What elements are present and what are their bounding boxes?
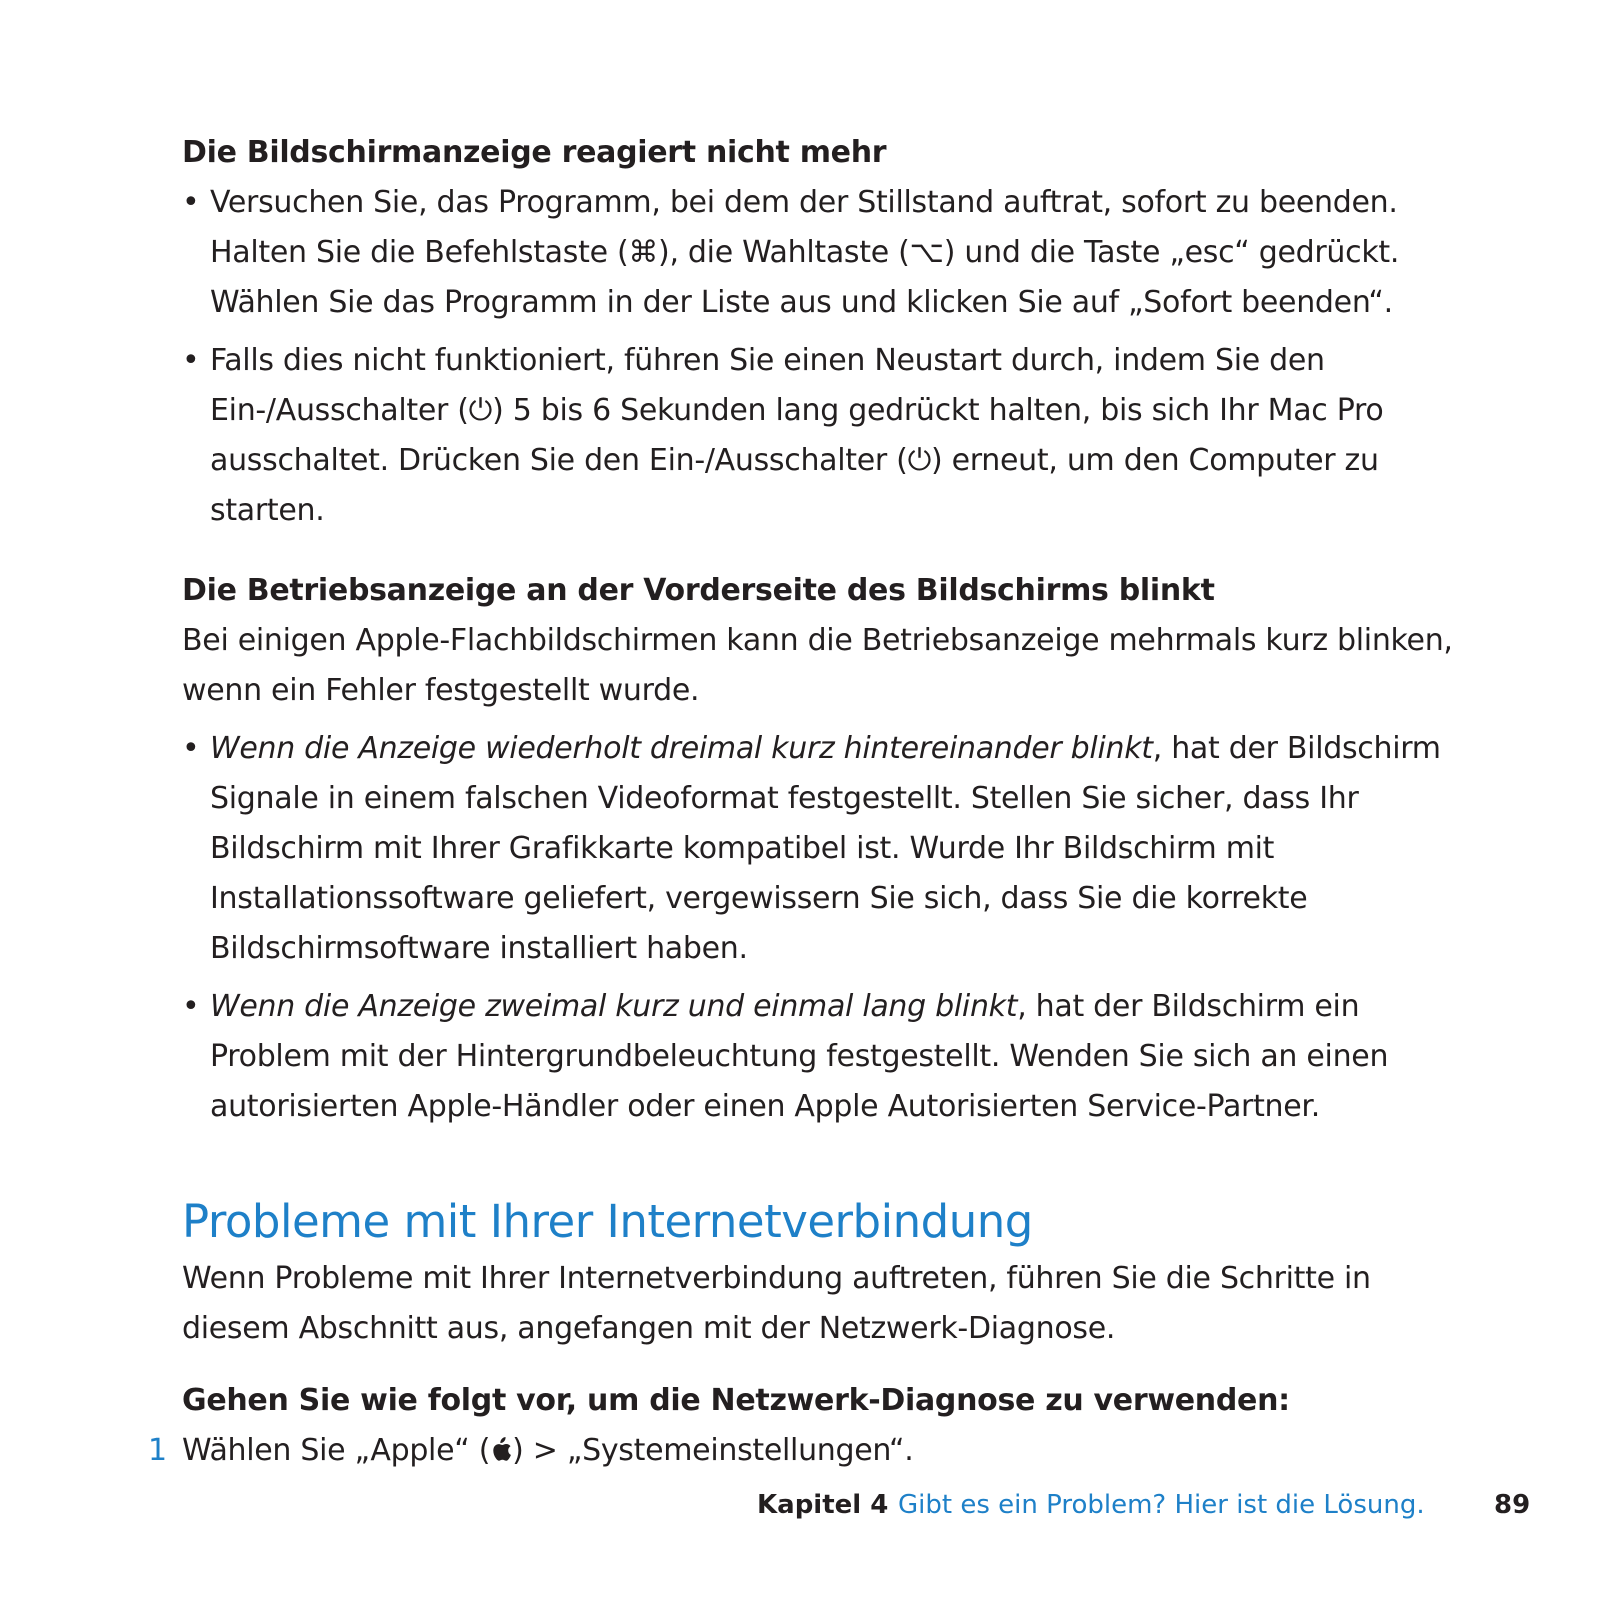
bullet-list-led: [182, 724, 1472, 1132]
bullet-dot: •: [182, 343, 200, 378]
step-number: 1: [148, 1433, 167, 1468]
list-item: [182, 982, 1472, 1132]
bullet-dot: •: [182, 731, 200, 766]
step-text-after: ) > „Systemeinstellungen“.: [512, 1433, 914, 1468]
step-text-before: Wählen Sie „Apple“ (: [182, 1433, 491, 1468]
section-title-internet: Probleme mit Ihrer Internetverbindung: [182, 1195, 1033, 1248]
bullet-dot: •: [182, 989, 200, 1024]
bullet-list-unresponsive: [182, 178, 1472, 536]
bullet-dot: •: [182, 185, 200, 220]
page-footer: [0, 1490, 1600, 1540]
bullet-text: , hat der Bildschirm ein Problem mit der Hintergrundbeleuchtung festgestellt. Wenden Sie sich an einen autorisierten Apple-Händler oder einen Apple Autorisierten Service-Partner.: [210, 989, 1389, 1124]
section-intro: Bei einigen Apple-Flachbildschirmen kann die Betriebsanzeige mehrmals kurz blinken, wenn ein Fehler festgestellt wurde.: [182, 623, 1453, 708]
footer-chapter: Kapitel 4: [757, 1490, 889, 1520]
section-intro: Wenn Probleme mit Ihrer Internetverbindung auftreten, führen Sie die Schritte in diesem Abschnitt aus, angefangen mit der Netzwerk-Diagnose.: [182, 1261, 1371, 1346]
list-item: [182, 724, 1472, 974]
page-number: 89: [1494, 1490, 1531, 1520]
step-1: [148, 1426, 1472, 1476]
list-item: [182, 178, 1472, 328]
apple-logo-icon: [490, 1426, 512, 1476]
bullet-text: Versuchen Sie, das Programm, bei dem der Stillstand auftrat, sofort zu beenden. Halten Sie die Befehlstaste (⌘), die Wahltaste (⌥) und die Taste „esc“ gedrückt. Wählen Sie das Programm in der Liste aus und klicken Sie auf „Sofort beenden“.: [210, 185, 1400, 320]
footer-chapter-title: Gibt es ein Problem? Hier ist die Lösung.: [898, 1490, 1425, 1520]
bullet-text: Falls dies nicht funktioniert, führen Sie einen Neustart durch, indem Sie den Ein-/Ausschalter (⏻) 5 bis 6 Sekunden lang gedrückt halten, bis sich Ihr Mac Pro ausschaltet. Drücken Sie den Ein-/Ausschalter (⏻) erneut, um den Computer zu starten.: [210, 343, 1384, 528]
bullet-italic: Wenn die Anzeige wiederholt dreimal kurz hintereinander blinkt: [210, 731, 1153, 766]
list-item: [182, 336, 1472, 536]
section-heading-power-led: Die Betriebsanzeige an der Vorderseite des Bildschirms blinkt: [182, 573, 1215, 608]
procedure-heading: Gehen Sie wie folgt vor, um die Netzwerk-Diagnose zu verwenden:: [182, 1383, 1290, 1418]
section-heading-display-unresponsive: Die Bildschirmanzeige reagiert nicht mehr: [182, 135, 887, 170]
bullet-italic: Wenn die Anzeige zweimal kurz und einmal lang blinkt: [210, 989, 1018, 1024]
page-content: [148, 128, 1472, 1476]
bullet-text: , hat der Bildschirm Signale in einem falschen Videoformat festgestellt. Stellen Sie sicher, dass Ihr Bildschirm mit Ihrer Grafikkarte kompatibel ist. Wurde Ihr Bildschirm mit Installationssoftware geliefert, vergewissern Sie sich, dass Sie die korrekte Bildschirmsoftware installiert haben.: [210, 731, 1441, 966]
